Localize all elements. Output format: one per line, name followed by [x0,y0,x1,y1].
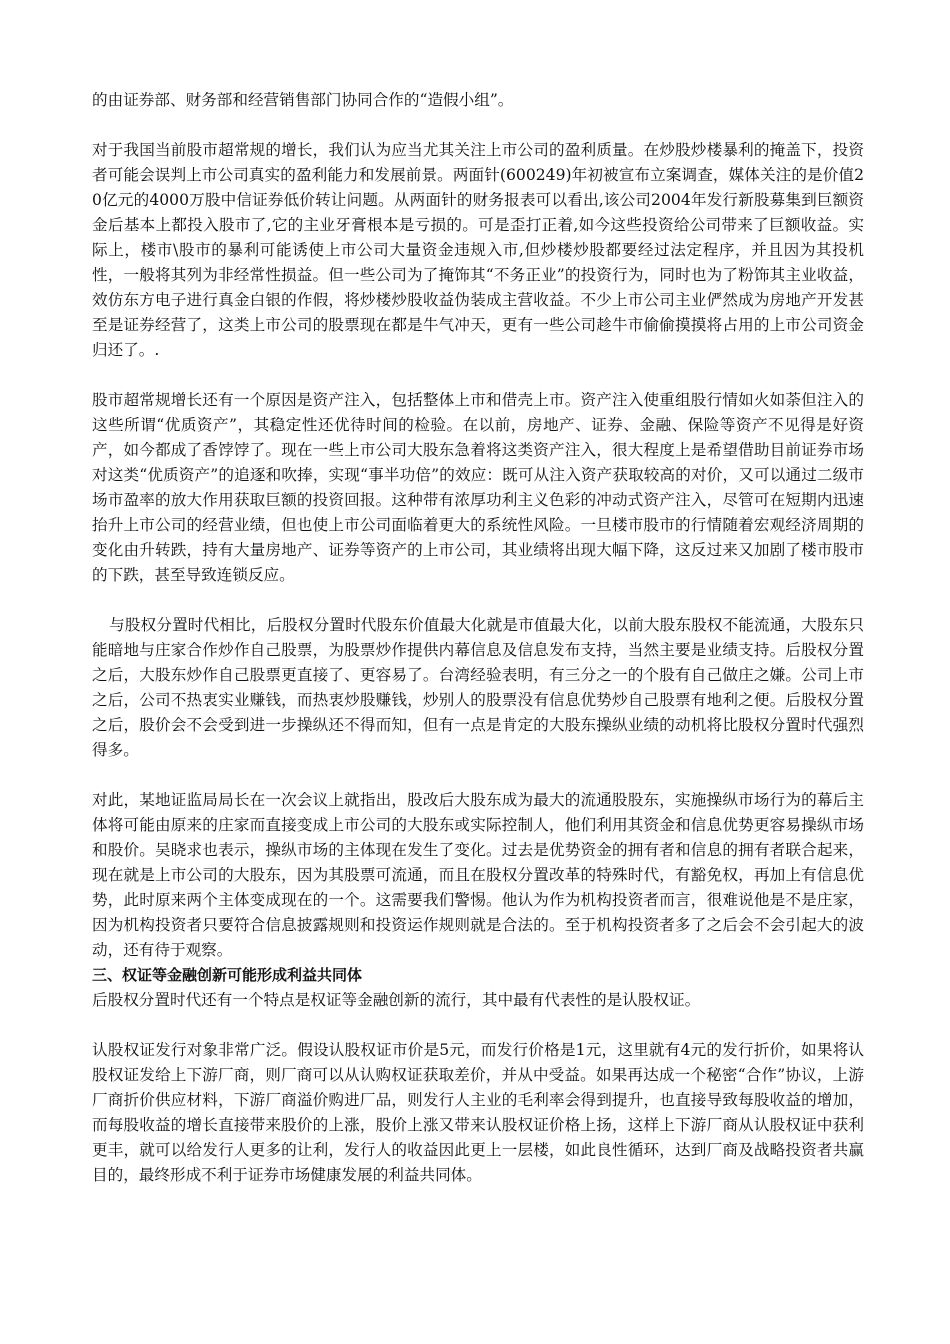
paragraph-market-manipulation: 对此，某地证监局局长在一次会议上就指出，股改后大股东成为最大的流通股股东，实施操纵市场行为的幕后主体将可能由原来的庄家而直接变成上市公司的大股东或实际控制人，他们利用其资金和信息优势更容易操纵市场和股价。吴晓求也表示，操纵市场的主体现在发生了变化。过去是优势资金的拥有者和信息的拥有者联合起来，现在就是上市公司的大股东，因为其股票可流通，而且在股权分置改革的特殊时代，有豁免权，再加上有信息优势，此时原来两个主体变成现在的一个。这需要我们警惕。他认为作为机构投资者而言，很难说他是不是庄家，因为机构投资者只要符合信息披露规则和投资运作规则就是合法的。至于机构投资者多了之后会不会引起大的波动，还有待于观察。 [92,791,864,959]
paragraph-asset-injection: 股市超常规增长还有一个原因是资产注入，包括整体上市和借壳上市。资产注入使重组股行情如火如荼但注入的这些所谓“优质资产”，其稳定性还优待时间的检验。在以前，房地产、证券、金融、保险等资产不见得是好资产，如今都成了香饽饽了。现在一些上市公司大股东急着将这类资产注入，很大程度上是希望借助目前证券市场对这类“优质资产”的追逐和吹捧，实现“事半功倍”的效应：既可从注入资产获取较高的对价，又可以通过二级市场市盈率的放大作用获取巨额的投资回报。这种带有浓厚功利主义色彩的冲动式资产注入，尽管可在短期内迅速抬升上市公司的经营业绩，但也使上市公司面临着更大的系统性风险。一旦楼市股市的行情随着宏观经济周期的变化由升转跌，持有大量房地产、证券等资产的上市公司，其业绩将出现大幅下降，这反过来又加剧了楼市股市的下跌，甚至导致连锁反应。 [92,391,864,584]
paragraph-continuation: 的由证券部、财务部和经营销售部门协同合作的“造假小组”。 [92,91,514,109]
paragraph-earnings-quality: 对于我国当前股市超常规的增长，我们认为应当尤其关注上市公司的盈利质量。在炒股炒楼暴利的掩盖下，投资者可能会误判上市公司真实的盈利能力和发展前景。两面针(600249)年初被宣布立案调查，媒体关注的是价值20亿元的4000万股中信证券低价转让问题。从两面针的财务报表可以看出,该公司2004年发行新股募集到巨额资金后基本上都投入股市了,它的主业牙膏根本是亏损的。可是歪打正着,如今这些投资给公司带来了巨额收益。实际上，楼市\股市的暴利可能诱使上市公司大量资金违规入市,但炒楼炒股都要经过法定程序，并且因为其投机性，一般将其列为非经常性损益。但一些公司为了掩饰其“不务正业”的投资行为，同时也为了粉饰其主业收益，效仿东方电子进行真金白银的作假，将炒楼炒股收益伪装成主营收益。不少上市公司主业俨然成为房地产开发甚至是证券经营了，这类上市公司的股票现在都是牛气冲天，更有一些公司趁牛市偷偷摸摸将占用的上市公司资金归还了。. [92,141,864,359]
paragraph-warrants-intro: 后股权分置时代还有一个特点是权证等金融创新的流行，其中最有代表性的是认股权证。 [92,991,701,1009]
paragraph-post-split-era: 与股权分置时代相比，后股权分置时代股东价值最大化就是市值最大化，以前大股东股权不能流通，大股东只能暗地与庄家合作炒作自己股票，为股票炒作提供内幕信息及信息发布支持，当然主要是业绩支持。后股权分置之后，大股东炒作自己股票更直接了、更容易了。台湾经验表明，有三分之一的个股有自己做庄之嫌。公司上市之后，公司不热衷实业赚钱，而热衷炒股赚钱，炒别人的股票没有信息优势炒自己股票有地利之便。后股权分置之后，股价会不会受到进一步操纵还不得而知，但有一点是肯定的大股东操纵业绩的动机将比股权分置时代强烈得多。 [92,616,864,759]
paragraph-warrant-issuance: 认股权证发行对象非常广泛。假设认股权证市价是5元，而发行价格是1元，这里就有4元的发行折价，如果将认股权证发给上下游厂商，则厂商可以从认购权证获取差价，并从中受益。如果再达成一个秘密“合作”协议，上游厂商折价供应材料，下游厂商溢价购进厂品，则发行人主业的毛利率会得到提升，也直接导致每股收益的增加，而每股收益的增长直接带来股价的上涨，股价上涨又带来认股权证价格上扬，这样上下游厂商从认股权证中获利更丰，就可以给发行人更多的让利，发行人的收益因此更上一层楼，如此良性循环，达到厂商及战略投资者共赢目的，最终形成不利于证券市场健康发展的利益共同体。 [92,1041,864,1184]
section-heading-warrants: 三、权证等金融创新可能形成利益共同体 [92,966,363,984]
document-page [92,88,864,1188]
